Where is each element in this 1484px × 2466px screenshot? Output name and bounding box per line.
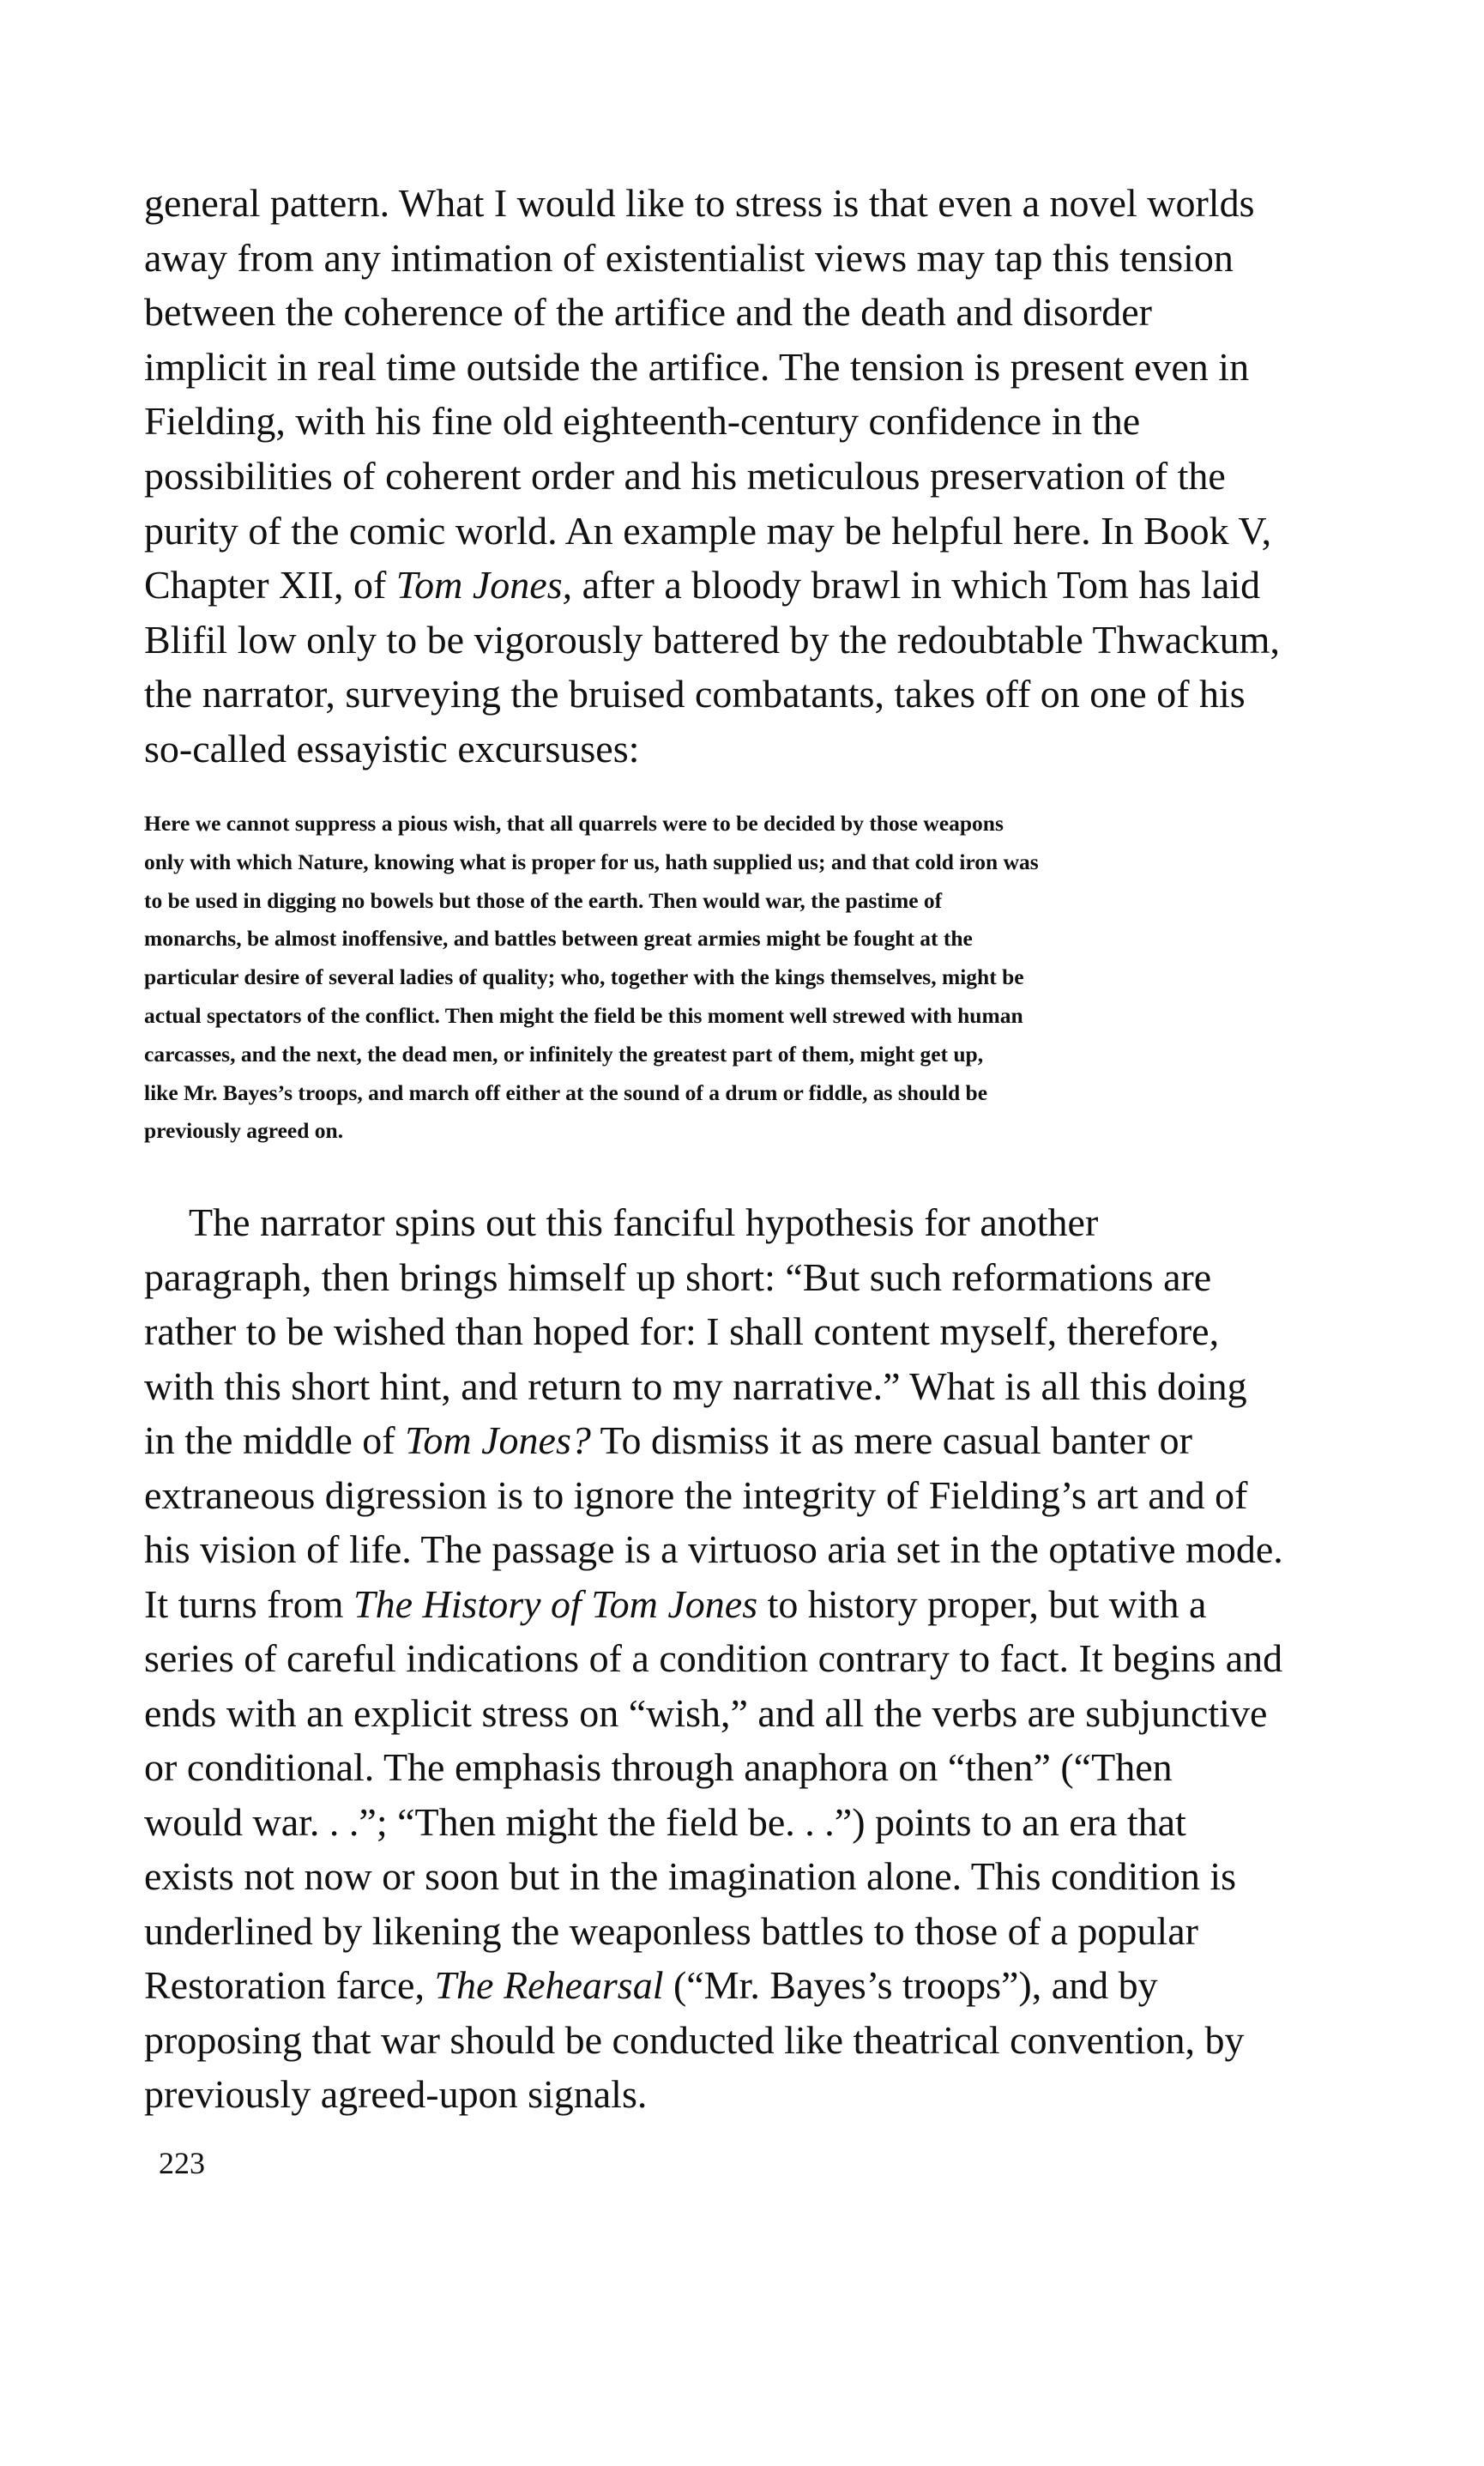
text-line: extraneous digression is to ignore the integrity of Fielding’s art and of <box>144 1472 1248 1517</box>
text-line: purity of the comic world. An example may be helpful here. In Book V, <box>144 508 1272 553</box>
text-segment: It turns from <box>144 1581 354 1626</box>
text-line: underlined by likening the weaponless battles to those of a popular <box>144 1908 1198 1953</box>
text-line <box>144 1413 1362 1468</box>
text-line: with this short hint, and return to my narrative.” What is all this doing <box>144 1363 1247 1408</box>
text-line: or conditional. The emphasis through anaphora on “then” (“Then <box>144 1745 1173 1789</box>
text-line: implicit in real time outside the artifice. The tension is present even in <box>144 344 1250 389</box>
text-line: Fielding, with his fine old eighteenth-century confidence in the <box>144 399 1141 444</box>
text-line: series of careful indications of a condition contrary to fact. It begins and <box>144 1636 1283 1680</box>
text-line: between the coherence of the artifice and the death and disorder <box>144 290 1152 335</box>
quote-line: monarchs, be almost inoffensive, and battles between great armies might be fought at the <box>144 926 973 952</box>
page-number: 223 <box>159 2146 205 2180</box>
text-segment: To dismiss it as mere casual banter or <box>590 1418 1192 1462</box>
italic-title: Tom Jones? <box>405 1418 591 1462</box>
quote-line: actual spectators of the conflict. Then might the field be this moment well strewed with human <box>144 1002 1023 1028</box>
text-line <box>144 1577 1362 1632</box>
text-line: proposing that war should be conducted like theatrical convention, by <box>144 2017 1245 2062</box>
text-segment: in the middle of <box>144 1418 406 1462</box>
block-quote <box>144 805 1362 1151</box>
text-line: Blifil low only to be vigorously battered by the redoubtable Thwackum, <box>144 617 1280 662</box>
text-line: general pattern. What I would like to stress is that even a novel worlds <box>144 181 1255 225</box>
text-line: away from any intimation of existentialist views may tap this tension <box>144 235 1234 280</box>
text-line: ends with an explicit stress on “wish,” and all the verbs are subjunctive <box>144 1690 1268 1735</box>
text-line: his vision of life. The passage is a virtuoso aria set in the optative mode. <box>144 1527 1283 1571</box>
text-line: would war. . .”; “Then might the field be. . .”) points to an era that <box>144 1799 1186 1844</box>
text-segment: (“Mr. Bayes’s troops”), and by <box>663 1963 1158 2007</box>
text-line: paragraph, then brings himself up short: “But such reformations are <box>144 1254 1212 1299</box>
text-line <box>144 1958 1362 2013</box>
quote-line: particular desire of several ladies of quality; who, together with the kings themselves, might be <box>144 964 1024 990</box>
text-segment: to history proper, but with a <box>757 1581 1207 1626</box>
quote-line: only with which Nature, knowing what is proper for us, hath supplied us; and that cold iron was <box>144 849 1039 874</box>
text-segment: Restoration farce, <box>144 1963 435 2007</box>
text-line: so-called essayistic excursuses: <box>144 726 640 771</box>
text-line: possibilities of coherent order and his meticulous preservation of the <box>144 453 1226 498</box>
text-line: rather to be wished than hoped for: I shall content myself, therefore, <box>144 1309 1220 1353</box>
paragraph-bottom <box>144 1195 1362 2122</box>
text-segment: Chapter XII, of <box>144 563 396 607</box>
quote-line: previously agreed on. <box>144 1118 344 1144</box>
quote-line: Here we cannot suppress a pious wish, that all quarrels were to be decided by those weapons <box>144 811 1004 836</box>
italic-title: Tom Jones, <box>395 563 573 607</box>
italic-title: The History of Tom Jones <box>353 1581 758 1626</box>
text-line <box>144 558 1362 613</box>
paragraph-top <box>144 176 1362 777</box>
text-line: the narrator, surveying the bruised combatants, takes off on one of his <box>144 672 1246 716</box>
text-line: exists not now or soon but in the imagination alone. This condition is <box>144 1854 1236 1898</box>
quote-line: carcasses, and the next, the dead men, or infinitely the greatest part of them, might get up, <box>144 1041 984 1067</box>
text-line: previously agreed-upon signals. <box>144 2072 648 2116</box>
text-segment: after a bloody brawl in which Tom has laid <box>572 563 1261 607</box>
italic-title: The Rehearsal <box>434 1963 664 2007</box>
quote-line: to be used in digging no bowels but those of the earth. Then would war, the pastime of <box>144 887 943 913</box>
quote-line: like Mr. Bayes’s troops, and march off either at the sound of a drum or fiddle, as should be <box>144 1079 988 1105</box>
text-line: The narrator spins out this fanciful hypothesis for another <box>189 1200 1099 1244</box>
